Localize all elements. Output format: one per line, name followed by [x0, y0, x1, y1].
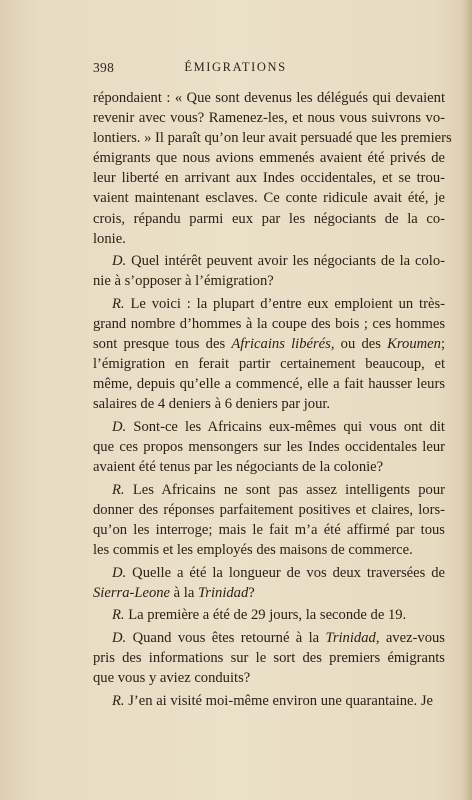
paragraph — [93, 294, 445, 415]
page-header — [93, 60, 378, 80]
text-line: D. Quel intérêt peuvent avoir les négociants de la colo- — [112, 253, 445, 270]
italic-term: Sierra-Leone — [93, 584, 171, 601]
text-line: que ces propos mensongers sur les Indes occidentales leur — [93, 439, 445, 456]
text-line: D. Quand vous êtes retourné à la Trinidad, avez-vous — [112, 629, 445, 646]
text-line: crois, répandu parmi eux par les négociants de la co- — [93, 210, 445, 227]
text-line: lontiers. » Il paraît qu’on leur avait persuadé que les premiers — [93, 130, 452, 147]
text-line: R. La première a été de 29 jours, la seconde de 19. — [112, 607, 407, 624]
speaker-label: D. — [112, 629, 127, 646]
text-line: sont presque tous des Africains libérés, ou des Kroumen; — [93, 336, 445, 353]
paragraph — [93, 628, 445, 688]
text-line: que vous y aviez conduits? — [93, 670, 251, 687]
text-line: R. J’en ai visité moi-même environ une quarantaine. Je — [112, 692, 433, 709]
page-edge-shadow — [462, 0, 472, 800]
paragraph — [93, 251, 445, 291]
text-line: avaient été tenus par les négociants de la colonie? — [93, 459, 384, 476]
italic-term: Africains libérés — [231, 336, 331, 353]
text-line: nie à s’opposer à l’émigration? — [93, 273, 274, 290]
text-line: vaient maintenant esclaves. Ce conte ridicule avait été, je — [93, 190, 445, 207]
text-line: R. Le voici : la plupart d’entre eux emploient un très- — [112, 295, 445, 312]
body-text — [93, 88, 452, 711]
paragraph — [93, 480, 445, 560]
text-line: Sierra-Leone à la Trinidad? — [93, 584, 255, 601]
paragraph — [93, 605, 445, 625]
running-head: ÉMIGRATIONS — [184, 60, 287, 74]
speaker-label: D. — [112, 419, 127, 435]
italic-term: Trinidad — [325, 629, 376, 646]
text-line: les commis et les employés des maisons de commerce. — [93, 542, 413, 559]
text-line: donner des réponses parfaitement positives et claires, lors- — [93, 501, 445, 518]
text-line: l’émigration en ferait partir certainement beaucoup, et — [93, 356, 445, 373]
speaker-label: R. — [112, 481, 125, 498]
speaker-label: R. — [112, 295, 125, 312]
text-line: salaires de 4 deniers à 6 deniers par jour. — [93, 396, 331, 413]
speaker-label: R. — [112, 607, 125, 624]
text-line: leur liberté en arrivant aux Indes occidentales, et se trou- — [93, 170, 445, 187]
page-number: 398 — [93, 60, 115, 75]
speaker-label: D. — [112, 564, 127, 581]
italic-term: Trinidad — [197, 584, 249, 601]
paragraph — [93, 691, 445, 711]
text-line: grand nombre d’hommes à la coupe des bois ; ces hommes — [93, 316, 445, 333]
speaker-label: D. — [112, 253, 127, 270]
text-line: qu’on les interroge; mais le fait m’a été affirmé par tous — [93, 521, 445, 538]
italic-term: Kroumen — [387, 336, 441, 353]
speaker-label: R. — [112, 692, 125, 709]
text-line: émigrants que nous avions emmenés avaient été privés de — [93, 150, 445, 167]
text-line: D. Quelle a été la longueur de vos deux traversées de — [112, 564, 445, 581]
text-line: répondaient : « Que sont devenus les délégués qui devaient — [93, 90, 445, 106]
text-line: D. Sont-ce les Africains eux-mêmes qui vous ont dit — [112, 419, 445, 435]
text-line: revenir avec vous? Ramenez-les, et nous vous suivrons vo- — [93, 110, 445, 127]
paragraph — [93, 563, 445, 603]
paragraph — [93, 88, 452, 249]
text-line: même, depuis qu’elle a commencé, elle a fait hausser leurs — [93, 376, 445, 393]
text-line: lonie. — [93, 230, 126, 247]
text-line: R. Les Africains ne sont pas assez intelligents pour — [112, 481, 445, 498]
paragraph — [93, 417, 445, 477]
text-line: pris des informations sur le sort des premiers émigrants — [93, 650, 445, 667]
